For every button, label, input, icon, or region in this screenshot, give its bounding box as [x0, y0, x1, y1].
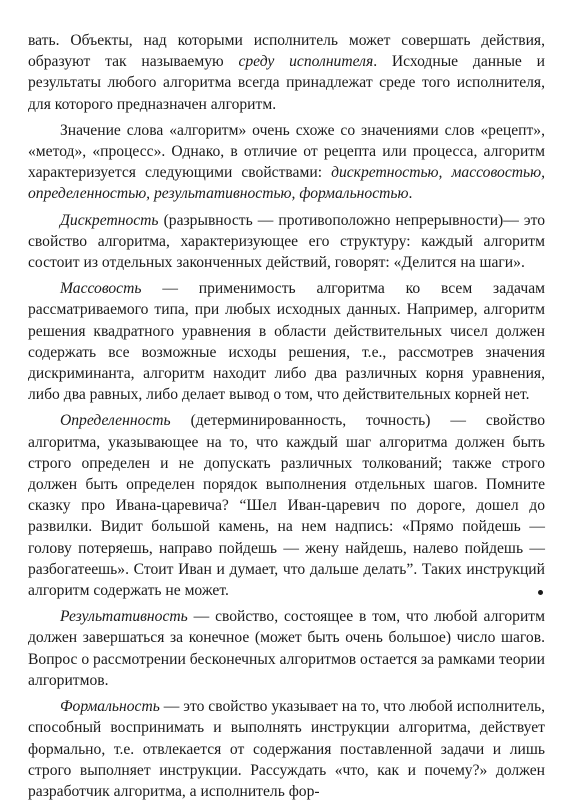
term-definiteness: Определенность	[60, 412, 171, 430]
term-mass-character: Массовость	[60, 280, 142, 298]
paragraph-effectiveness	[28, 606, 545, 691]
term-executor-environment: среду исполнителя	[238, 53, 374, 71]
paragraph-algorithm-properties-intro	[28, 120, 545, 205]
paragraph-discreteness	[28, 210, 545, 274]
term-property-list: дискретностью, массовостью, определенностью, результативностью, формальностью	[28, 164, 546, 203]
definition-text: (детерминированность, точность) — свойство алгоритма, указывающее на то, что каждый шаг алгоритма должен быть строго определен и не допускать различных толкований; также строго должен быть определен порядок выполнения отдельных шагов. Помните сказку про Ивана-царевича? “Шел Иван-царевич по дороге, дошел до развилки. Видит большой камень, на нем надпись: «Прямо пойдешь — голову потеряешь, направо пойдешь — жену найдешь, налево пойдешь — разбогатеешь». Стоит Иван и думает, что дальше делать”. Таких инструкций алгоритм содержать не может.	[28, 412, 545, 600]
text-run: .	[408, 185, 413, 203]
text-run: Значение слова «алгоритм» очень схоже со значениями слов «рецепт», «метод», «процесс». Однако, в отличие от рецепта или процесса, алгоритм характеризуется следующими свойствами:	[28, 121, 545, 182]
paragraph-definiteness	[28, 410, 545, 601]
term-effectiveness: Результативность	[60, 608, 188, 626]
term-formality: Формальность	[60, 698, 160, 716]
definition-text: (разрывность — противоположно непрерывности)— это свойство алгоритма, характеризующее его структуру: каждый алгоритм состоит из отдельных законченных действий, говорят: «Делится на шаги».	[28, 211, 545, 272]
definition-text: — применимость алгоритма ко всем задачам рассматриваемого типа, при любых исходных данных. Например, алгоритм решения квадратного уравнения в области действительных чисел должен содержать все возможные исходы решения, т.е., рассмотрев значения дискриминанта, алгоритм находит либо два различных корня уравнения, либо два равных, либо делает вывод о том, что действительных корней нет.	[28, 280, 545, 404]
text-run: вать. Объекты, над которыми исполнитель может совершать действия, образуют так называемую	[28, 32, 545, 71]
paragraph-formality	[28, 696, 545, 802]
ink-speck	[538, 590, 543, 595]
definition-text: — свойство, состоящее в том, что любой алгоритм должен завершаться за конечное (может быть очень большое) число шагов. Вопрос о рассмотрении бесконечных алгоритмов остается за рамками теории алгоритмов.	[28, 608, 545, 689]
paragraph-continuation	[28, 30, 545, 115]
definition-text: — это свойство указывает на то, что любой исполнитель, способный воспринимать и выполнять инструкции алгоритма, действует формально, т.е. отвлекается от содержания поставленной задачи и лишь строго выполняет инструкции. Рассуждать «что, как и почему?» должен разработчик алгоритма, а исполнитель фор-	[28, 698, 545, 800]
paragraph-mass-character	[28, 278, 545, 405]
text-run: . Исходные данные и результаты любого алгоритма всегда принадлежат среде того исполнителя, для которого предназначен алгоритм.	[28, 53, 545, 113]
term-discreteness: Дискретность	[60, 211, 159, 229]
